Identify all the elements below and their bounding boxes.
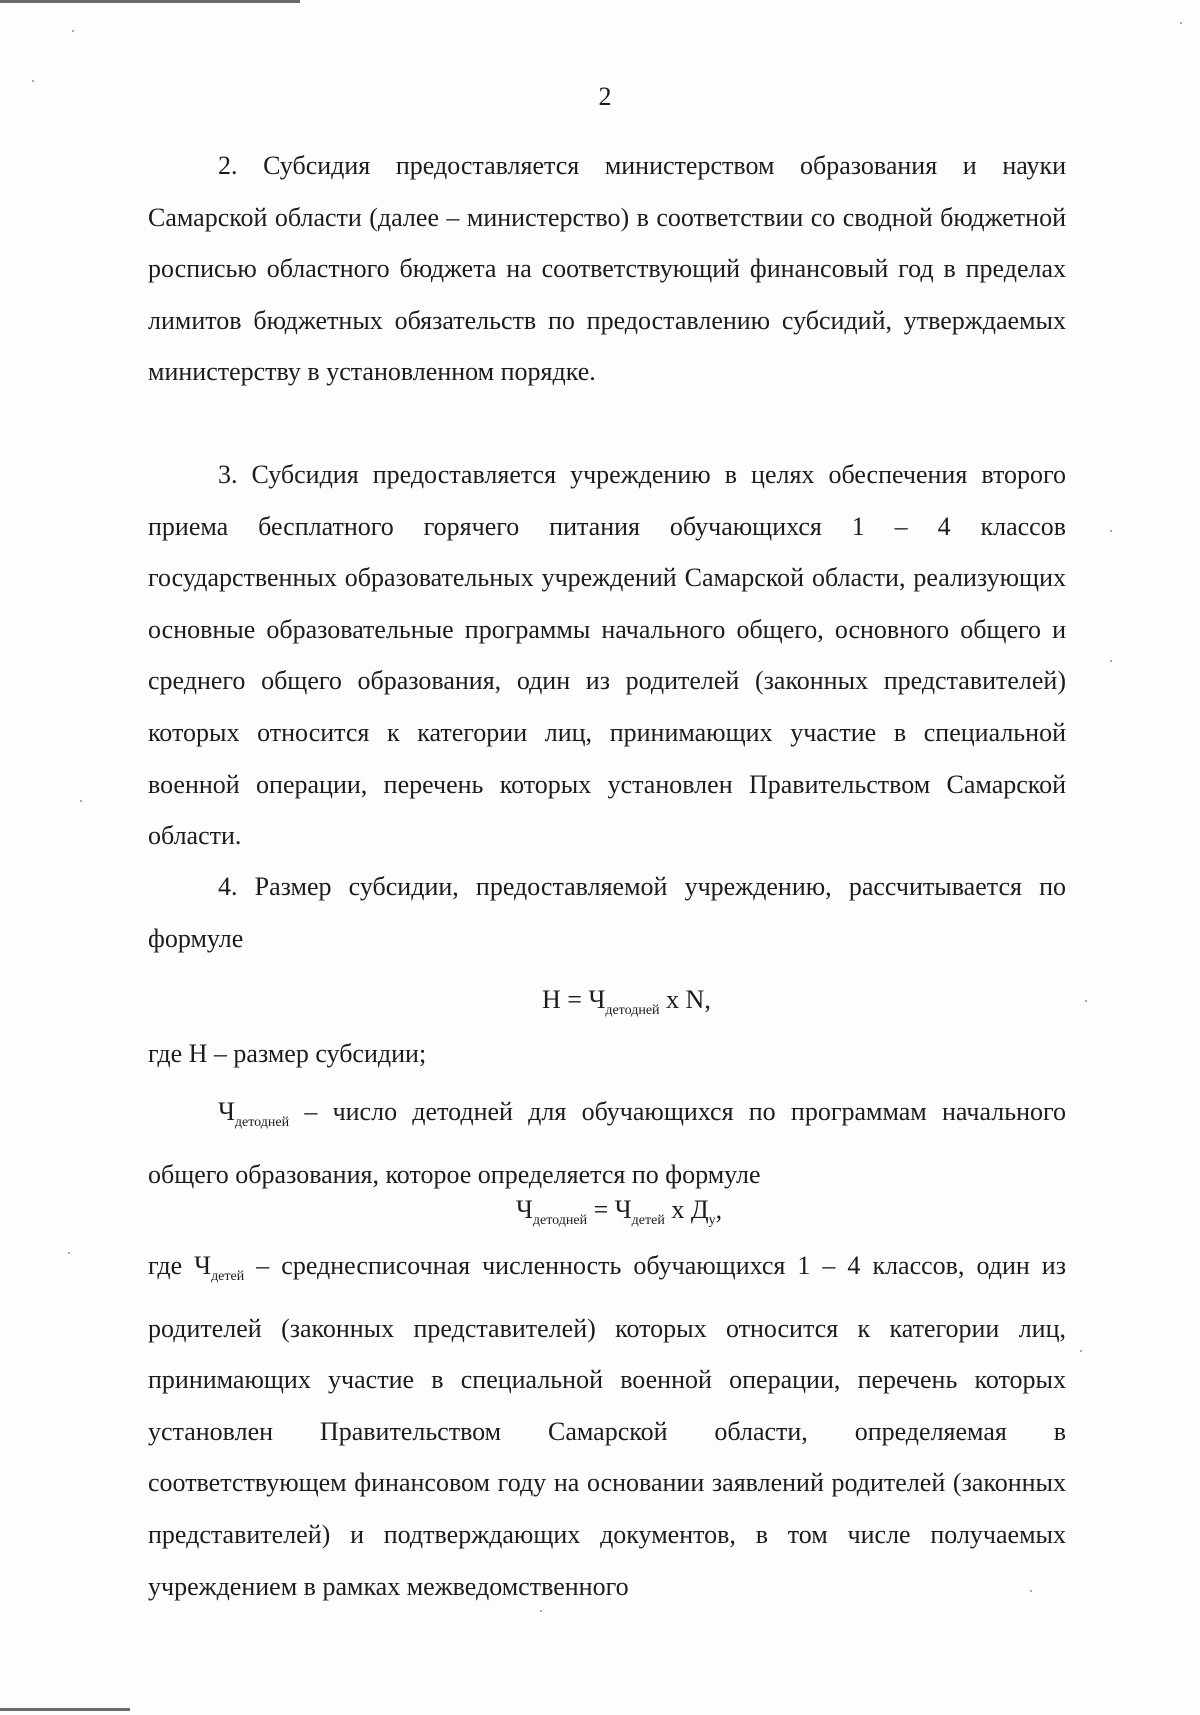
definition-child-days-text: – число детодней для обучающихся по программам начального общего образования, которое определяется по формуле [148, 1097, 1066, 1189]
scan-speck [540, 1610, 542, 1612]
scan-speck [1030, 1590, 1032, 1592]
definition-children-sub: детей [211, 1269, 245, 1284]
formula-child-days [516, 1195, 722, 1229]
scan-edge-bottom [0, 1708, 130, 1711]
scan-speck [1180, 22, 1182, 24]
page-number: 2 [598, 82, 612, 111]
definition-child-days-sub: детодней [234, 1115, 290, 1130]
formula-child-days-c-sub: у [708, 1213, 716, 1228]
scan-speck [68, 1252, 70, 1254]
definition-children-text: – среднесписочная численность обучающихся 1 – 4 классов, один из родителей (законных представителей) которых относится к категории лиц, принимающих участие в специальной военной операции, перечень которых установлен Правительством Самарской области, определяемая в соответствующем финансовом году на основании заявлений родителей (законных представителей) и подтверждающих документов, в том числе получаемых учреждением в рамках межведомственного [148, 1251, 1066, 1601]
scan-speck [1080, 1350, 1082, 1352]
paragraph-4: 4. Размер субсидии, предоставляемой учреждению, рассчитывается по формуле [148, 872, 1066, 953]
definition-child-days [148, 1086, 1066, 1200]
paragraph-3: 3. Субсидия предоставляется учреждению в целях обеспечения второго приема бесплатного горячего питания обучающихся 1 – 4 классов государственных образовательных учреждений Самарской области, реализующих основные образовательные программы начального общего, основного общего и среднего общего образования, один из родителей (законных представителей) которых относится к категории лиц, принимающих участие в специальной военной операции, перечень которых установлен Правительством Самарской области. [148, 460, 1066, 851]
definition-children-lead: где Ч [148, 1251, 212, 1280]
formula-child-days-a: Ч [516, 1195, 533, 1224]
formula-child-days-end: , [715, 1195, 723, 1224]
definition-children [148, 1240, 1066, 1612]
scan-speck [1110, 530, 1112, 532]
scan-speck [72, 30, 74, 32]
formula-child-days-x: x Д [664, 1195, 709, 1224]
formula-child-days-eq: = Ч [587, 1195, 632, 1224]
definition-child-days-symbol: Ч [218, 1097, 235, 1126]
formula-child-days-a-sub: детодней [532, 1213, 588, 1228]
scan-speck [1110, 660, 1112, 662]
formula-child-days-b-sub: детей [631, 1213, 665, 1228]
formula-subsidy-rhs: x N, [659, 985, 711, 1014]
formula-subsidy-lhs: H = Ч [542, 985, 606, 1014]
scan-edge-top [0, 0, 300, 3]
formula-subsidy [542, 985, 711, 1019]
paragraph-2: 2. Субсидия предоставляется министерством образования и науки Самарской области (далее – министерство) в соответствии со сводной бюджетной росписью областного бюджета на соответствующий финансовый год в пределах лимитов бюджетных обязательств по предоставлению субсидий, утверждаемых министерству в установленном порядке. [148, 151, 1066, 387]
scan-speck [1085, 1000, 1087, 1002]
scan-speck [32, 80, 34, 82]
definition-h: где H – размер субсидии; [148, 1039, 427, 1068]
scan-speck [80, 800, 82, 802]
formula-subsidy-sub: детодней [605, 1003, 660, 1018]
